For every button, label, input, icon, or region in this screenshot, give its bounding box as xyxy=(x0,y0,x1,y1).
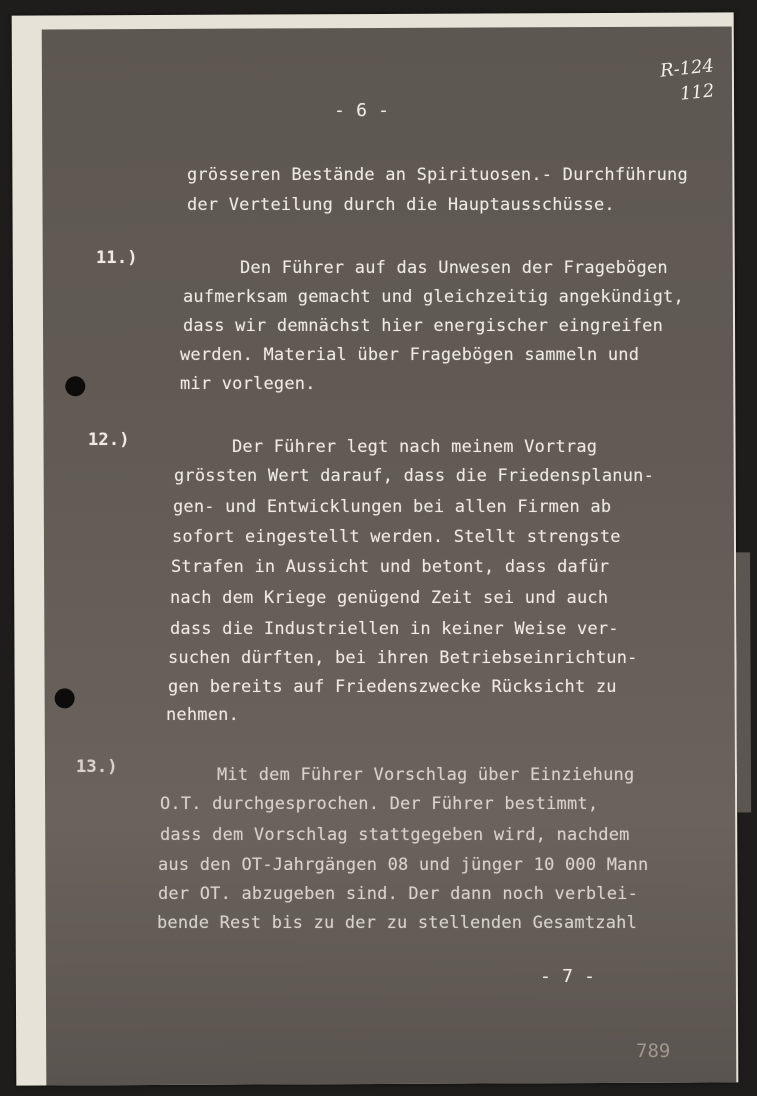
item-line: aus den OT-Jahrgängen 08 und jünger 10 000 Mann xyxy=(158,855,649,875)
item-line: dass wir demnächst hier energischer eingreifen xyxy=(183,316,664,336)
item-line: nehmen. xyxy=(166,705,240,725)
stamp-number: 789 xyxy=(636,1040,671,1062)
item-line: Der Führer legt nach meinem Vortrag xyxy=(232,437,598,457)
item-line: bende Rest bis zu der zu stellenden Gesamtzahl xyxy=(157,913,638,933)
item-line: gen bereits auf Friedenszwecke Rücksicht zu xyxy=(168,677,617,697)
item-line: werden. Material über Fragebögen sammeln und xyxy=(180,345,640,365)
item-line: grössten Wert darauf, dass die Friedensplanun- xyxy=(174,466,655,486)
continuation-line: der Verteilung durch die Hauptausschüsse. xyxy=(187,195,615,215)
handwritten-annotation-line: 112 xyxy=(678,80,716,105)
item-line: Den Führer auf das Unwesen der Fragebögen xyxy=(240,258,668,278)
item-line: Strafen in Aussicht und betont, dass dafür xyxy=(171,557,610,577)
item-line: mir vorlegen. xyxy=(180,374,316,394)
item-line: nach dem Kriege genügend Zeit sei und auch xyxy=(170,588,609,608)
item-line: der OT. abzugeben sind. Der dann noch verblei- xyxy=(158,884,639,904)
photo-edge xyxy=(736,552,751,812)
next-page-marker: - 7 - xyxy=(540,966,596,987)
item-line: suchen dürften, bei ihren Betriebseinrichtun- xyxy=(168,648,638,668)
item-line: dass die Industriellen in keiner Weise ver- xyxy=(170,619,619,639)
handwritten-annotation-line: R-124 xyxy=(659,55,715,82)
item-line: gen- und Entwicklungen bei allen Firmen ab xyxy=(173,497,612,517)
item-line: aufmerksam gemacht und gleichzeitig angekündigt, xyxy=(183,287,684,307)
item-line: dass dem Vorschlag stattgegeben wird, nachdem xyxy=(160,825,630,845)
punch-hole xyxy=(65,376,85,396)
page-number-header: - 6 - xyxy=(334,100,390,121)
item-number: 11.) xyxy=(96,248,138,268)
item-number: 12.) xyxy=(88,430,130,450)
continuation-line: grösseren Bestände an Spirituosen.- Durchführung xyxy=(187,165,688,185)
item-number: 13.) xyxy=(76,757,118,777)
item-line: Mit dem Führer Vorschlag über Einziehung xyxy=(217,765,635,785)
punch-hole xyxy=(55,688,75,708)
item-line: sofort eingestellt werden. Stellt strengste xyxy=(172,527,621,547)
item-line: O.T. durchgesprochen. Der Führer bestimmt, xyxy=(160,794,599,814)
